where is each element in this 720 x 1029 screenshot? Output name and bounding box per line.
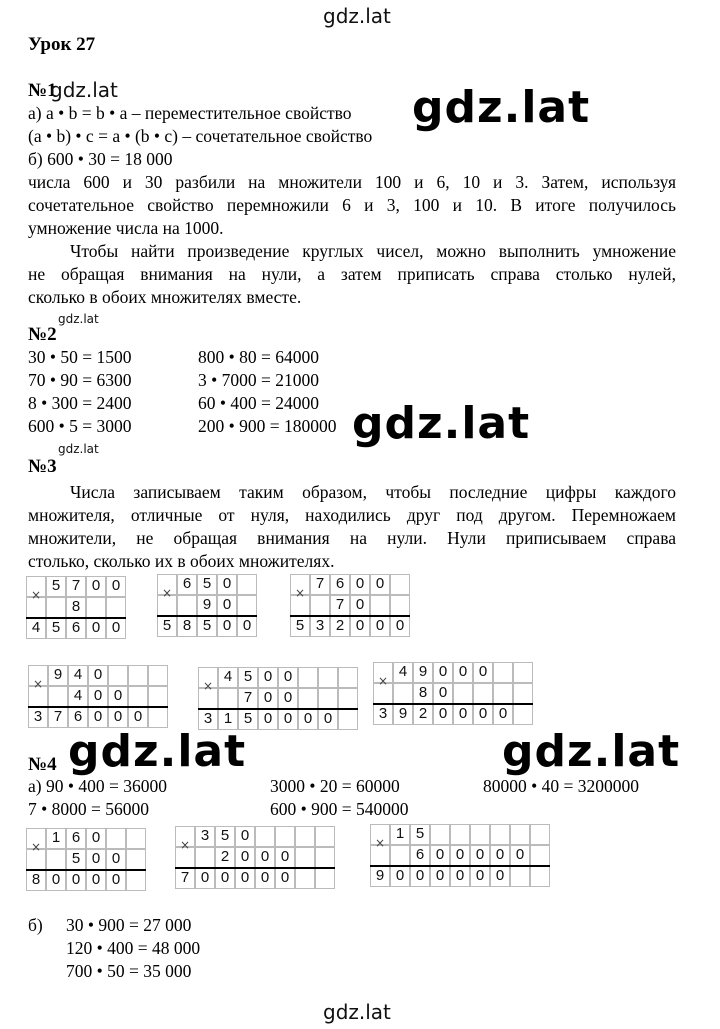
product-line xyxy=(157,615,257,617)
product-line xyxy=(175,867,335,869)
grid-digit: 0 xyxy=(113,687,123,704)
grid-digit: 0 xyxy=(355,575,365,592)
grid-digit: 0 xyxy=(283,710,293,727)
grid-cell xyxy=(530,824,550,845)
grid-digit: 0 xyxy=(113,708,123,725)
grid-digit: 0 xyxy=(220,869,230,886)
grid-digit: 0 xyxy=(375,617,385,634)
watermark-large: gdz.lat xyxy=(412,82,591,133)
text-line: умножение числа на 1000. xyxy=(28,218,224,238)
grid-cell xyxy=(513,704,533,725)
grid-digit: 0 xyxy=(222,575,232,592)
grid-digit: 0 xyxy=(263,710,273,727)
grid-cell xyxy=(126,828,146,849)
grid-digit: 0 xyxy=(263,689,273,706)
watermark-bottom: gdz.lat xyxy=(323,1000,391,1024)
grid-digit: 7 xyxy=(315,575,325,592)
task1-line-assoc: (a • b) • c = a • (b • c) – сочетательное свойство xyxy=(28,126,373,146)
grid-cell xyxy=(473,683,493,704)
grid-digit: 1 xyxy=(51,829,61,846)
grid-cell xyxy=(126,870,146,891)
grid-cell xyxy=(513,683,533,704)
task1-explanation xyxy=(28,171,676,240)
grid-digit: 0 xyxy=(395,867,405,884)
grid-digit: 6 xyxy=(415,846,425,863)
watermark-small: gdz.lat xyxy=(58,312,99,326)
product-line xyxy=(26,869,146,871)
times-sign: × xyxy=(162,586,173,600)
task4-b-eq: 120 • 400 = 48 000 xyxy=(66,938,201,958)
grid-digit: 0 xyxy=(93,687,103,704)
grid-digit: 0 xyxy=(455,846,465,863)
grid-digit: 0 xyxy=(435,846,445,863)
times-sign: × xyxy=(203,679,214,693)
grid-digit: 7 xyxy=(71,577,81,594)
grid-digit: 0 xyxy=(498,705,508,722)
grid-digit: 0 xyxy=(200,869,210,886)
times-sign: × xyxy=(378,674,389,688)
grid-digit: 3 xyxy=(203,710,213,727)
grid-digit: 1 xyxy=(395,825,405,842)
grid-digit: 0 xyxy=(355,617,365,634)
grid-digit: 0 xyxy=(260,848,270,865)
grid-cell xyxy=(177,595,197,616)
grid-digit: 0 xyxy=(478,663,488,680)
grid-digit: 5 xyxy=(243,710,253,727)
grid-cell xyxy=(470,824,490,845)
task2-eq: 200 • 900 = 180000 xyxy=(198,416,337,436)
grid-cell xyxy=(298,688,318,709)
times-sign: × xyxy=(33,677,44,691)
grid-digit: 5 xyxy=(51,577,61,594)
watermark-large: gdz.lat xyxy=(502,726,681,777)
task2-eq: 30 • 50 = 1500 xyxy=(28,347,132,367)
grid-cell xyxy=(390,574,410,595)
grid-digit: 0 xyxy=(495,846,505,863)
grid-digit: 9 xyxy=(375,867,385,884)
grid-digit: 6 xyxy=(71,829,81,846)
grid-digit: 0 xyxy=(51,871,61,888)
grid-digit: 0 xyxy=(395,617,405,634)
grid-cell xyxy=(315,826,335,847)
task4-b-label: б) xyxy=(28,915,43,935)
grid-cell xyxy=(298,667,318,688)
watermark-inline: gdz.lat xyxy=(50,78,118,102)
grid-digit: 3 xyxy=(315,617,325,634)
grid-cell xyxy=(106,597,126,618)
grid-digit: 0 xyxy=(263,668,273,685)
grid-digit: 5 xyxy=(162,617,172,634)
grid-cell xyxy=(255,826,275,847)
grid-digit: 5 xyxy=(202,617,212,634)
task4-eq: 600 • 900 = 540000 xyxy=(270,799,409,819)
grid-cell xyxy=(128,665,148,686)
task2-header: №2 xyxy=(28,324,57,345)
grid-cell xyxy=(338,688,358,709)
grid-digit: 0 xyxy=(283,668,293,685)
page-title: Урок 27 xyxy=(28,34,96,55)
task3-header: №3 xyxy=(28,456,57,477)
grid-digit: 0 xyxy=(71,871,81,888)
times-sign: × xyxy=(31,840,42,854)
grid-digit: 0 xyxy=(111,619,121,636)
text-line: Чтобы найти произведение круглых чисел, можно выполнить умножение xyxy=(70,241,676,261)
grid-digit: 6 xyxy=(335,575,345,592)
grid-digit: 0 xyxy=(458,705,468,722)
grid-cell xyxy=(148,686,168,707)
grid-digit: 0 xyxy=(495,867,505,884)
grid-digit: 0 xyxy=(240,848,250,865)
grid-cell xyxy=(108,665,128,686)
text-line: числа 600 и 30 разбили на множители 100 и 6, 10 и 3. Затем, используя xyxy=(28,172,676,192)
grid-digit: 5 xyxy=(51,619,61,636)
grid-cell xyxy=(295,826,315,847)
grid-cell xyxy=(390,595,410,616)
grid-digit: 0 xyxy=(133,708,143,725)
grid-digit: 8 xyxy=(71,598,81,615)
grid-digit: 0 xyxy=(111,850,121,867)
grid-digit: 5 xyxy=(243,668,253,685)
times-sign: × xyxy=(31,588,42,602)
grid-digit: 0 xyxy=(91,577,101,594)
text-line: сочетательное свойство перемножили 6 и 3, 100 и 10. В итоге получилось xyxy=(28,195,676,215)
grid-digit: 0 xyxy=(283,689,293,706)
grid-digit: 4 xyxy=(31,619,41,636)
grid-cell xyxy=(493,662,513,683)
grid-digit: 0 xyxy=(438,705,448,722)
grid-digit: 0 xyxy=(111,871,121,888)
task2-eq: 70 • 90 = 6300 xyxy=(28,370,132,390)
grid-cell xyxy=(450,824,470,845)
grid-digit: 0 xyxy=(91,850,101,867)
product-line xyxy=(370,865,550,867)
grid-cell xyxy=(453,683,473,704)
grid-cell xyxy=(46,597,66,618)
grid-cell xyxy=(315,847,335,868)
task4-eq: 7 • 8000 = 56000 xyxy=(28,799,149,819)
grid-cell xyxy=(370,595,390,616)
grid-cell xyxy=(430,824,450,845)
grid-digit: 0 xyxy=(455,867,465,884)
grid-cell xyxy=(195,847,215,868)
grid-cell xyxy=(530,866,550,887)
task4-eq: а) 90 • 400 = 36000 xyxy=(28,776,167,796)
task2-eq: 600 • 5 = 3000 xyxy=(28,416,132,436)
product-line xyxy=(373,703,533,705)
grid-cell xyxy=(530,845,550,866)
grid-cell xyxy=(513,662,533,683)
task1-rule xyxy=(28,240,676,309)
grid-digit: 6 xyxy=(71,619,81,636)
grid-digit: 0 xyxy=(111,577,121,594)
grid-cell xyxy=(106,828,126,849)
text-line: сколько в обоих множителях вместе. xyxy=(28,287,302,307)
grid-digit: 2 xyxy=(418,705,428,722)
text-line: столько, сколько их в обоих множителях. xyxy=(28,551,335,571)
grid-digit: 5 xyxy=(415,825,425,842)
grid-digit: 2 xyxy=(335,617,345,634)
grid-cell xyxy=(310,595,330,616)
task2-eq: 8 • 300 = 2400 xyxy=(28,393,132,413)
text-line: не обращая внимания на нули, а затем приписать справа столько нулей, xyxy=(28,264,676,284)
grid-cell xyxy=(128,686,148,707)
grid-digit: 9 xyxy=(398,705,408,722)
grid-digit: 5 xyxy=(202,575,212,592)
grid-digit: 0 xyxy=(415,867,425,884)
grid-cell xyxy=(126,849,146,870)
grid-cell xyxy=(390,845,410,866)
task2-eq: 60 • 400 = 24000 xyxy=(198,393,319,413)
product-line xyxy=(28,706,168,708)
grid-digit: 0 xyxy=(240,827,250,844)
grid-cell xyxy=(318,667,338,688)
grid-digit: 4 xyxy=(73,687,83,704)
grid-digit: 3 xyxy=(200,827,210,844)
grid-digit: 6 xyxy=(182,575,192,592)
grid-digit: 4 xyxy=(223,668,233,685)
grid-digit: 0 xyxy=(93,708,103,725)
grid-digit: 0 xyxy=(280,848,290,865)
grid-cell xyxy=(510,824,530,845)
grid-cell xyxy=(338,667,358,688)
grid-cell xyxy=(218,688,238,709)
grid-digit: 3 xyxy=(33,708,43,725)
grid-digit: 0 xyxy=(355,596,365,613)
task1-line-a: а) a • b = b • a – переместительное свойство xyxy=(28,103,352,123)
grid-digit: 9 xyxy=(418,663,428,680)
grid-digit: 6 xyxy=(73,708,83,725)
grid-digit: 0 xyxy=(303,710,313,727)
grid-cell xyxy=(148,665,168,686)
grid-cell xyxy=(237,574,257,595)
grid-cell xyxy=(148,707,168,728)
grid-digit: 0 xyxy=(458,663,468,680)
grid-cell xyxy=(46,849,66,870)
grid-digit: 2 xyxy=(220,848,230,865)
grid-cell xyxy=(237,595,257,616)
watermark-large: gdz.lat xyxy=(352,398,531,449)
grid-cell xyxy=(295,847,315,868)
task4-b-eq: 30 • 900 = 27 000 xyxy=(66,915,192,935)
product-line xyxy=(290,615,410,617)
grid-digit: 0 xyxy=(91,619,101,636)
grid-digit: 0 xyxy=(475,846,485,863)
grid-digit: 7 xyxy=(53,708,63,725)
grid-digit: 0 xyxy=(242,617,252,634)
grid-digit: 9 xyxy=(202,596,212,613)
product-line xyxy=(26,617,126,619)
grid-cell xyxy=(295,868,315,889)
task2-eq: 800 • 80 = 64000 xyxy=(198,347,319,367)
grid-cell xyxy=(510,866,530,887)
watermark-small: gdz.lat xyxy=(58,442,99,456)
grid-cell xyxy=(48,686,68,707)
grid-digit: 0 xyxy=(91,829,101,846)
grid-digit: 0 xyxy=(475,867,485,884)
times-sign: × xyxy=(375,836,386,850)
grid-cell xyxy=(318,688,338,709)
grid-digit: 0 xyxy=(478,705,488,722)
grid-cell xyxy=(275,826,295,847)
text-line: множителя, отличные от нуля, находились друг под другом. Перемножаем xyxy=(28,505,676,525)
task4-eq: 80000 • 40 = 3200000 xyxy=(483,776,639,796)
grid-digit: 3 xyxy=(378,705,388,722)
task4-header: №4 xyxy=(28,754,57,775)
grid-digit: 9 xyxy=(53,666,63,683)
grid-digit: 0 xyxy=(240,869,250,886)
task3-explanation xyxy=(28,481,676,573)
text-line: множители, не обращая внимания на нули. Нули приписываем справа xyxy=(28,528,676,548)
times-sign: × xyxy=(180,838,191,852)
grid-cell xyxy=(86,597,106,618)
grid-digit: 7 xyxy=(335,596,345,613)
grid-digit: 4 xyxy=(398,663,408,680)
grid-cell xyxy=(315,868,335,889)
grid-digit: 0 xyxy=(435,867,445,884)
task1-line-b: б) 600 • 30 = 18 000 xyxy=(28,149,173,169)
grid-digit: 1 xyxy=(223,710,233,727)
grid-digit: 7 xyxy=(243,689,253,706)
grid-digit: 0 xyxy=(438,684,448,701)
grid-digit: 8 xyxy=(182,617,192,634)
grid-cell xyxy=(493,683,513,704)
grid-digit: 5 xyxy=(71,850,81,867)
grid-digit: 8 xyxy=(418,684,428,701)
grid-digit: 0 xyxy=(280,869,290,886)
grid-digit: 0 xyxy=(260,869,270,886)
task1-header: №1 xyxy=(28,80,57,101)
grid-digit: 0 xyxy=(222,617,232,634)
task2-eq: 3 • 7000 = 21000 xyxy=(198,370,319,390)
grid-cell xyxy=(338,709,358,730)
grid-digit: 8 xyxy=(31,871,41,888)
product-line xyxy=(198,708,358,710)
grid-digit: 7 xyxy=(180,869,190,886)
times-sign: × xyxy=(295,586,306,600)
watermark-top: gdz.lat xyxy=(323,4,391,28)
grid-cell xyxy=(490,824,510,845)
grid-digit: 4 xyxy=(73,666,83,683)
grid-digit: 0 xyxy=(515,846,525,863)
task4-eq: 3000 • 20 = 60000 xyxy=(270,776,400,796)
grid-digit: 0 xyxy=(323,710,333,727)
grid-digit: 5 xyxy=(220,827,230,844)
grid-digit: 0 xyxy=(375,575,385,592)
task4-b-eq: 700 • 50 = 35 000 xyxy=(66,961,192,981)
grid-digit: 0 xyxy=(222,596,232,613)
watermark-large: gdz.lat xyxy=(68,726,247,777)
grid-digit: 0 xyxy=(438,663,448,680)
grid-digit: 0 xyxy=(91,871,101,888)
grid-cell xyxy=(393,683,413,704)
grid-digit: 0 xyxy=(93,666,103,683)
grid-digit: 5 xyxy=(295,617,305,634)
text-line: Числа записываем таким образом, чтобы последние цифры каждого xyxy=(70,482,676,502)
